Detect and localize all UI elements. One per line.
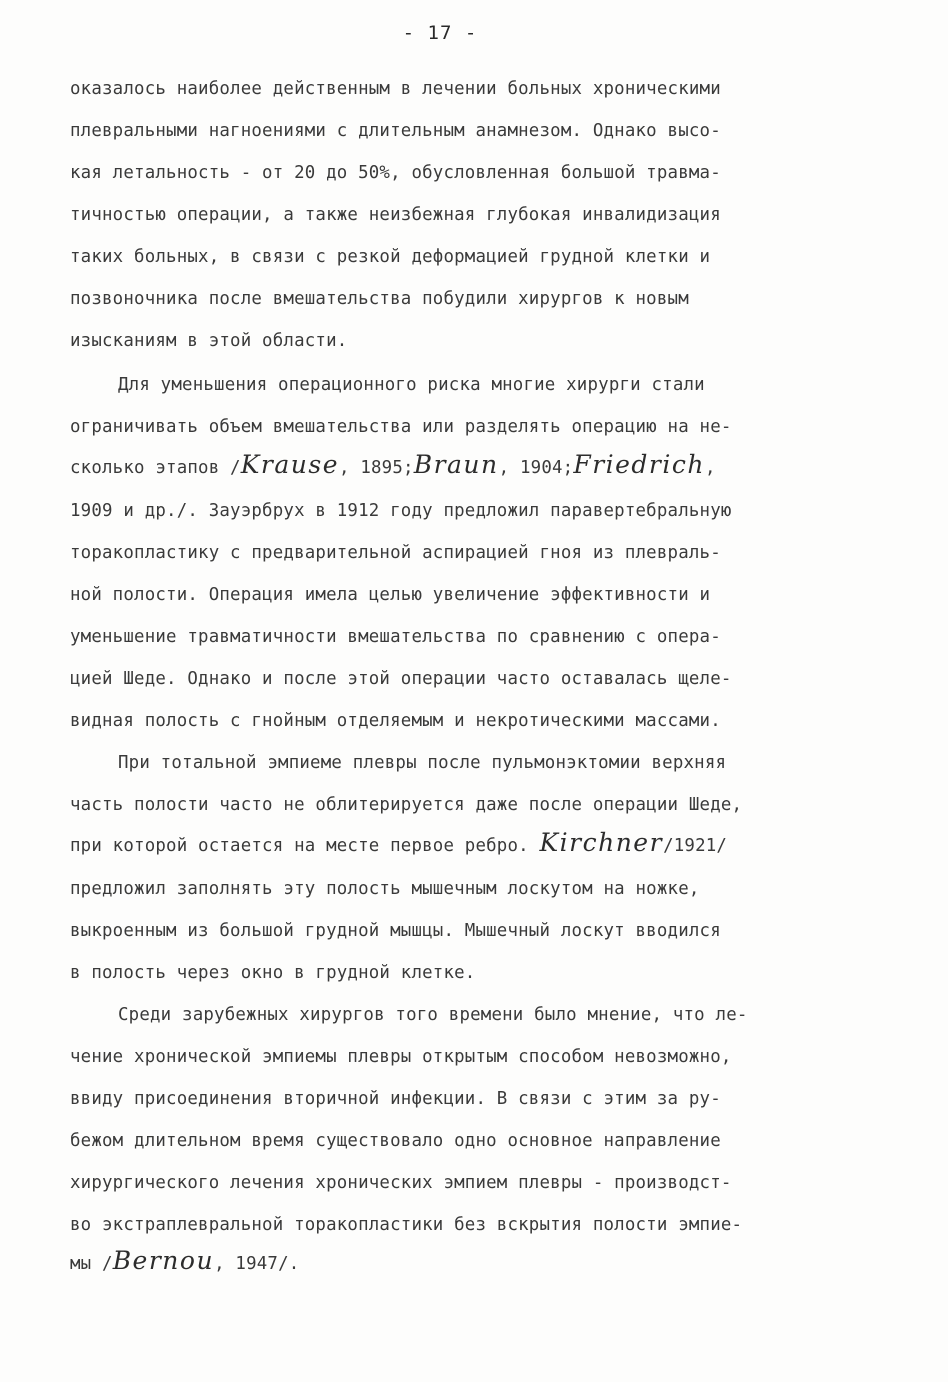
handwritten-author-name: Bernou [112, 1246, 215, 1275]
text-line: ввиду присоединения вторичной инфекции. В связи с этим за ру- [70, 1089, 721, 1109]
text-line-with-citations [70, 1246, 300, 1275]
text-line: предложил заполнять эту полость мышечным лоскутом на ножке, [70, 879, 700, 899]
text-segment: , 1947/. [214, 1254, 300, 1274]
text-line: При тотальной эмпиеме плевры после пульмонэктомии верхняя [118, 753, 727, 773]
text-line: уменьшение травматичности вмешательства по сравнению с опера- [70, 627, 721, 647]
text-line: выкроенным из большой грудной мышцы. Мышечный лоскут вводился [70, 921, 721, 941]
page-number: - 17 - [402, 22, 478, 44]
text-line: позвоночника после вмешательства побудили хирургов к новым [70, 289, 689, 309]
text-segment: при которой остается на месте первое ребро. [70, 836, 540, 856]
text-line: Среди зарубежных хирургов того времени было мнение, что ле- [118, 1005, 748, 1025]
handwritten-author-name: Friedrich [573, 450, 705, 479]
text-line: торакопластику с предварительной аспирацией гноя из плевраль- [70, 543, 721, 563]
text-line-with-citations [70, 450, 716, 479]
text-segment: , 1904; [498, 458, 574, 478]
text-segment: мы / [70, 1254, 113, 1274]
text-line: изысканиям в этой области. [70, 331, 348, 351]
text-line: видная полость с гнойным отделяемым и некротическими массами. [70, 711, 721, 731]
text-line: хирургического лечения хронических эмпием плевры - производст- [70, 1173, 732, 1193]
text-line: бежом длительном время существовало одно основное направление [70, 1131, 721, 1151]
text-line: оказалось наиболее действенным в лечении больных хроническими [70, 79, 721, 99]
text-line: 1909 и др./. Зауэрбрух в 1912 году предложил паравертебральную [70, 501, 732, 521]
text-line: в полость через окно в грудной клетке. [70, 963, 476, 983]
text-line: плевральными нагноениями с длительным анамнезом. Однако высо- [70, 121, 721, 141]
text-segment: , [704, 458, 716, 478]
text-line: чение хронической эмпиемы плевры открытым способом невозможно, [70, 1047, 732, 1067]
text-line: таких больных, в связи с резкой деформацией грудной клетки и [70, 247, 711, 267]
handwritten-author-name: Krause [240, 450, 339, 479]
text-line: ной полости. Операция имела целью увеличение эффективности и [70, 585, 711, 605]
text-line: ограничивать объем вмешательства или разделять операцию на не- [70, 417, 732, 437]
text-line-with-citations [70, 828, 728, 857]
text-segment: /1921/ [663, 836, 728, 856]
text-line: кая летальность - от 20 до 50%, обусловленная большой травма- [70, 163, 721, 183]
text-line: цией Шеде. Однако и после этой операции часто оставалась щеле- [70, 669, 732, 689]
handwritten-author-name: Braun [413, 450, 499, 479]
text-segment: сколько этапов / [70, 458, 241, 478]
text-line: тичностью операции, а также неизбежная глубокая инвалидизация [70, 205, 721, 225]
handwritten-author-name: Kirchner [539, 828, 664, 857]
text-line: во экстраплевральной торакопластики без вскрытия полости эмпие- [70, 1215, 743, 1235]
text-segment: , 1895; [339, 458, 414, 478]
text-line: часть полости часто не облитерируется даже после операции Шеде, [70, 795, 743, 815]
text-line: Для уменьшения операционного риска многие хирурги стали [118, 375, 705, 395]
